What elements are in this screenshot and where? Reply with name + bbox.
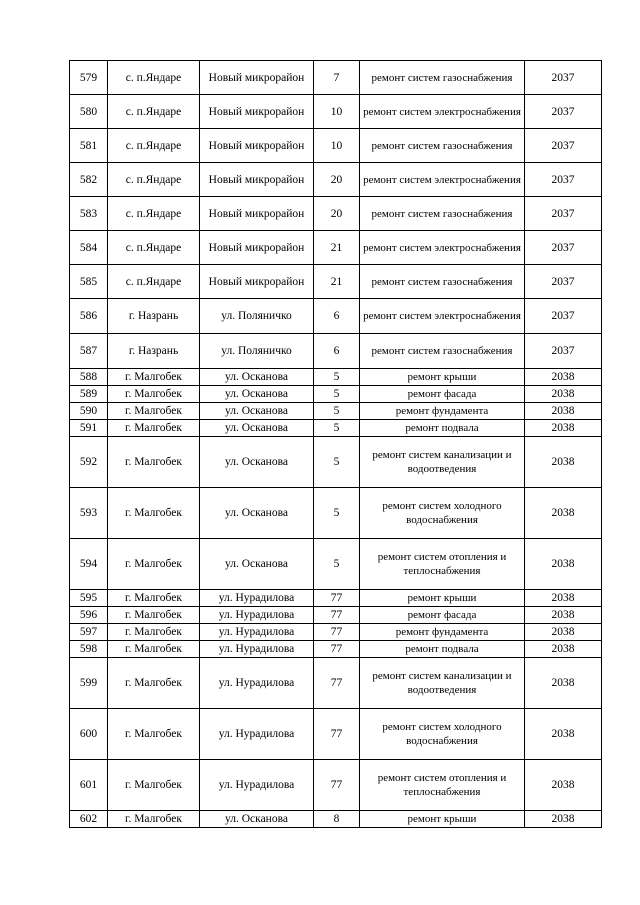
work-type-cell: ремонт систем газоснабжения bbox=[360, 334, 525, 369]
street-cell: Новый микрорайон bbox=[200, 163, 314, 197]
settlement-cell: с. п.Яндаре bbox=[108, 231, 200, 265]
house-number-cell: 77 bbox=[314, 709, 360, 760]
settlement-cell: г. Назрань bbox=[108, 334, 200, 369]
year-cell: 2038 bbox=[525, 488, 602, 539]
row-number: 583 bbox=[70, 197, 108, 231]
street-cell: ул. Нурадилова bbox=[200, 641, 314, 658]
table-row bbox=[70, 658, 602, 709]
settlement-cell: г. Малгобек bbox=[108, 403, 200, 420]
settlement-cell: г. Малгобек bbox=[108, 658, 200, 709]
row-number: 592 bbox=[70, 437, 108, 488]
year-cell: 2038 bbox=[525, 437, 602, 488]
settlement-cell: с. п.Яндаре bbox=[108, 163, 200, 197]
street-cell: ул. Осканова bbox=[200, 369, 314, 386]
street-cell: ул. Осканова bbox=[200, 811, 314, 828]
year-cell: 2037 bbox=[525, 334, 602, 369]
year-cell: 2037 bbox=[525, 299, 602, 334]
work-type-cell: ремонт систем газоснабжения bbox=[360, 197, 525, 231]
year-cell: 2038 bbox=[525, 590, 602, 607]
street-cell: Новый микрорайон bbox=[200, 265, 314, 299]
table-row bbox=[70, 403, 602, 420]
year-cell: 2037 bbox=[525, 265, 602, 299]
year-cell: 2037 bbox=[525, 129, 602, 163]
table-row bbox=[70, 299, 602, 334]
work-type-cell: ремонт систем канализации и водоотведения bbox=[360, 437, 525, 488]
work-type-cell: ремонт систем канализации и водоотведения bbox=[360, 658, 525, 709]
year-cell: 2038 bbox=[525, 403, 602, 420]
row-number: 601 bbox=[70, 760, 108, 811]
street-cell: ул. Осканова bbox=[200, 437, 314, 488]
work-type-cell: ремонт фундамента bbox=[360, 403, 525, 420]
table-body bbox=[70, 61, 602, 828]
year-cell: 2037 bbox=[525, 163, 602, 197]
street-cell: ул. Нурадилова bbox=[200, 590, 314, 607]
street-cell: ул. Поляничко bbox=[200, 299, 314, 334]
street-cell: Новый микрорайон bbox=[200, 231, 314, 265]
street-cell: ул. Осканова bbox=[200, 539, 314, 590]
row-number: 585 bbox=[70, 265, 108, 299]
year-cell: 2038 bbox=[525, 641, 602, 658]
settlement-cell: г. Малгобек bbox=[108, 386, 200, 403]
settlement-cell: с. п.Яндаре bbox=[108, 61, 200, 95]
table-row bbox=[70, 709, 602, 760]
house-number-cell: 5 bbox=[314, 420, 360, 437]
table-row bbox=[70, 760, 602, 811]
work-type-cell: ремонт систем холодного водоснабжения bbox=[360, 488, 525, 539]
settlement-cell: с. п.Яндаре bbox=[108, 129, 200, 163]
street-cell: ул. Нурадилова bbox=[200, 607, 314, 624]
street-cell: ул. Нурадилова bbox=[200, 658, 314, 709]
year-cell: 2037 bbox=[525, 61, 602, 95]
table-row bbox=[70, 607, 602, 624]
table-row bbox=[70, 95, 602, 129]
year-cell: 2038 bbox=[525, 539, 602, 590]
house-number-cell: 21 bbox=[314, 265, 360, 299]
work-type-cell: ремонт систем отопления и теплоснабжения bbox=[360, 539, 525, 590]
year-cell: 2037 bbox=[525, 231, 602, 265]
table-row bbox=[70, 488, 602, 539]
row-number: 596 bbox=[70, 607, 108, 624]
work-type-cell: ремонт систем газоснабжения bbox=[360, 129, 525, 163]
row-number: 593 bbox=[70, 488, 108, 539]
settlement-cell: г. Назрань bbox=[108, 299, 200, 334]
house-number-cell: 20 bbox=[314, 163, 360, 197]
table-row bbox=[70, 811, 602, 828]
house-number-cell: 5 bbox=[314, 437, 360, 488]
year-cell: 2038 bbox=[525, 386, 602, 403]
house-number-cell: 77 bbox=[314, 607, 360, 624]
table-row bbox=[70, 231, 602, 265]
row-number: 579 bbox=[70, 61, 108, 95]
work-type-cell: ремонт систем холодного водоснабжения bbox=[360, 709, 525, 760]
year-cell: 2037 bbox=[525, 197, 602, 231]
work-type-cell: ремонт фасада bbox=[360, 607, 525, 624]
table-row bbox=[70, 369, 602, 386]
settlement-cell: г. Малгобек bbox=[108, 420, 200, 437]
house-number-cell: 77 bbox=[314, 760, 360, 811]
year-cell: 2038 bbox=[525, 760, 602, 811]
house-number-cell: 77 bbox=[314, 624, 360, 641]
year-cell: 2038 bbox=[525, 811, 602, 828]
street-cell: ул. Нурадилова bbox=[200, 760, 314, 811]
work-type-cell: ремонт крыши bbox=[360, 811, 525, 828]
work-type-cell: ремонт систем газоснабжения bbox=[360, 265, 525, 299]
year-cell: 2038 bbox=[525, 658, 602, 709]
settlement-cell: г. Малгобек bbox=[108, 590, 200, 607]
street-cell: ул. Нурадилова bbox=[200, 709, 314, 760]
table-row bbox=[70, 641, 602, 658]
row-number: 591 bbox=[70, 420, 108, 437]
house-number-cell: 77 bbox=[314, 590, 360, 607]
house-number-cell: 8 bbox=[314, 811, 360, 828]
house-number-cell: 21 bbox=[314, 231, 360, 265]
row-number: 586 bbox=[70, 299, 108, 334]
row-number: 594 bbox=[70, 539, 108, 590]
table-row bbox=[70, 590, 602, 607]
work-type-cell: ремонт фундамента bbox=[360, 624, 525, 641]
house-number-cell: 6 bbox=[314, 334, 360, 369]
street-cell: ул. Нурадилова bbox=[200, 624, 314, 641]
house-number-cell: 77 bbox=[314, 658, 360, 709]
year-cell: 2038 bbox=[525, 624, 602, 641]
row-number: 581 bbox=[70, 129, 108, 163]
settlement-cell: г. Малгобек bbox=[108, 488, 200, 539]
house-number-cell: 6 bbox=[314, 299, 360, 334]
settlement-cell: г. Малгобек bbox=[108, 811, 200, 828]
row-number: 600 bbox=[70, 709, 108, 760]
year-cell: 2037 bbox=[525, 95, 602, 129]
street-cell: ул. Осканова bbox=[200, 403, 314, 420]
settlement-cell: с. п.Яндаре bbox=[108, 197, 200, 231]
street-cell: Новый микрорайон bbox=[200, 129, 314, 163]
work-type-cell: ремонт систем электроснабжения bbox=[360, 95, 525, 129]
work-type-cell: ремонт крыши bbox=[360, 369, 525, 386]
row-number: 602 bbox=[70, 811, 108, 828]
house-number-cell: 20 bbox=[314, 197, 360, 231]
street-cell: ул. Осканова bbox=[200, 386, 314, 403]
settlement-cell: с. п.Яндаре bbox=[108, 265, 200, 299]
settlement-cell: г. Малгобек bbox=[108, 607, 200, 624]
row-number: 580 bbox=[70, 95, 108, 129]
table-row bbox=[70, 265, 602, 299]
street-cell: Новый микрорайон bbox=[200, 95, 314, 129]
repair-schedule-table bbox=[69, 60, 602, 828]
work-type-cell: ремонт систем электроснабжения bbox=[360, 231, 525, 265]
house-number-cell: 10 bbox=[314, 95, 360, 129]
work-type-cell: ремонт систем электроснабжения bbox=[360, 299, 525, 334]
row-number: 595 bbox=[70, 590, 108, 607]
work-type-cell: ремонт подвала bbox=[360, 420, 525, 437]
house-number-cell: 7 bbox=[314, 61, 360, 95]
table-row bbox=[70, 539, 602, 590]
street-cell: Новый микрорайон bbox=[200, 61, 314, 95]
table-row bbox=[70, 163, 602, 197]
house-number-cell: 10 bbox=[314, 129, 360, 163]
row-number: 589 bbox=[70, 386, 108, 403]
row-number: 599 bbox=[70, 658, 108, 709]
row-number: 587 bbox=[70, 334, 108, 369]
street-cell: ул. Поляничко bbox=[200, 334, 314, 369]
year-cell: 2038 bbox=[525, 607, 602, 624]
row-number: 598 bbox=[70, 641, 108, 658]
row-number: 590 bbox=[70, 403, 108, 420]
table-row bbox=[70, 334, 602, 369]
row-number: 597 bbox=[70, 624, 108, 641]
row-number: 584 bbox=[70, 231, 108, 265]
work-type-cell: ремонт систем газоснабжения bbox=[360, 61, 525, 95]
table-row bbox=[70, 61, 602, 95]
settlement-cell: г. Малгобек bbox=[108, 760, 200, 811]
house-number-cell: 77 bbox=[314, 641, 360, 658]
house-number-cell: 5 bbox=[314, 369, 360, 386]
work-type-cell: ремонт подвала bbox=[360, 641, 525, 658]
table-row bbox=[70, 437, 602, 488]
work-type-cell: ремонт систем электроснабжения bbox=[360, 163, 525, 197]
settlement-cell: г. Малгобек bbox=[108, 641, 200, 658]
street-cell: ул. Осканова bbox=[200, 488, 314, 539]
year-cell: 2038 bbox=[525, 709, 602, 760]
work-type-cell: ремонт крыши bbox=[360, 590, 525, 607]
settlement-cell: г. Малгобек bbox=[108, 624, 200, 641]
year-cell: 2038 bbox=[525, 420, 602, 437]
settlement-cell: с. п.Яндаре bbox=[108, 95, 200, 129]
row-number: 582 bbox=[70, 163, 108, 197]
house-number-cell: 5 bbox=[314, 539, 360, 590]
house-number-cell: 5 bbox=[314, 403, 360, 420]
table-row bbox=[70, 129, 602, 163]
table-row bbox=[70, 197, 602, 231]
house-number-cell: 5 bbox=[314, 488, 360, 539]
street-cell: Новый микрорайон bbox=[200, 197, 314, 231]
row-number: 588 bbox=[70, 369, 108, 386]
settlement-cell: г. Малгобек bbox=[108, 437, 200, 488]
work-type-cell: ремонт фасада bbox=[360, 386, 525, 403]
work-type-cell: ремонт систем отопления и теплоснабжения bbox=[360, 760, 525, 811]
table-row bbox=[70, 624, 602, 641]
year-cell: 2038 bbox=[525, 369, 602, 386]
settlement-cell: г. Малгобек bbox=[108, 369, 200, 386]
street-cell: ул. Осканова bbox=[200, 420, 314, 437]
settlement-cell: г. Малгобек bbox=[108, 709, 200, 760]
house-number-cell: 5 bbox=[314, 386, 360, 403]
table-row bbox=[70, 420, 602, 437]
settlement-cell: г. Малгобек bbox=[108, 539, 200, 590]
table-row bbox=[70, 386, 602, 403]
